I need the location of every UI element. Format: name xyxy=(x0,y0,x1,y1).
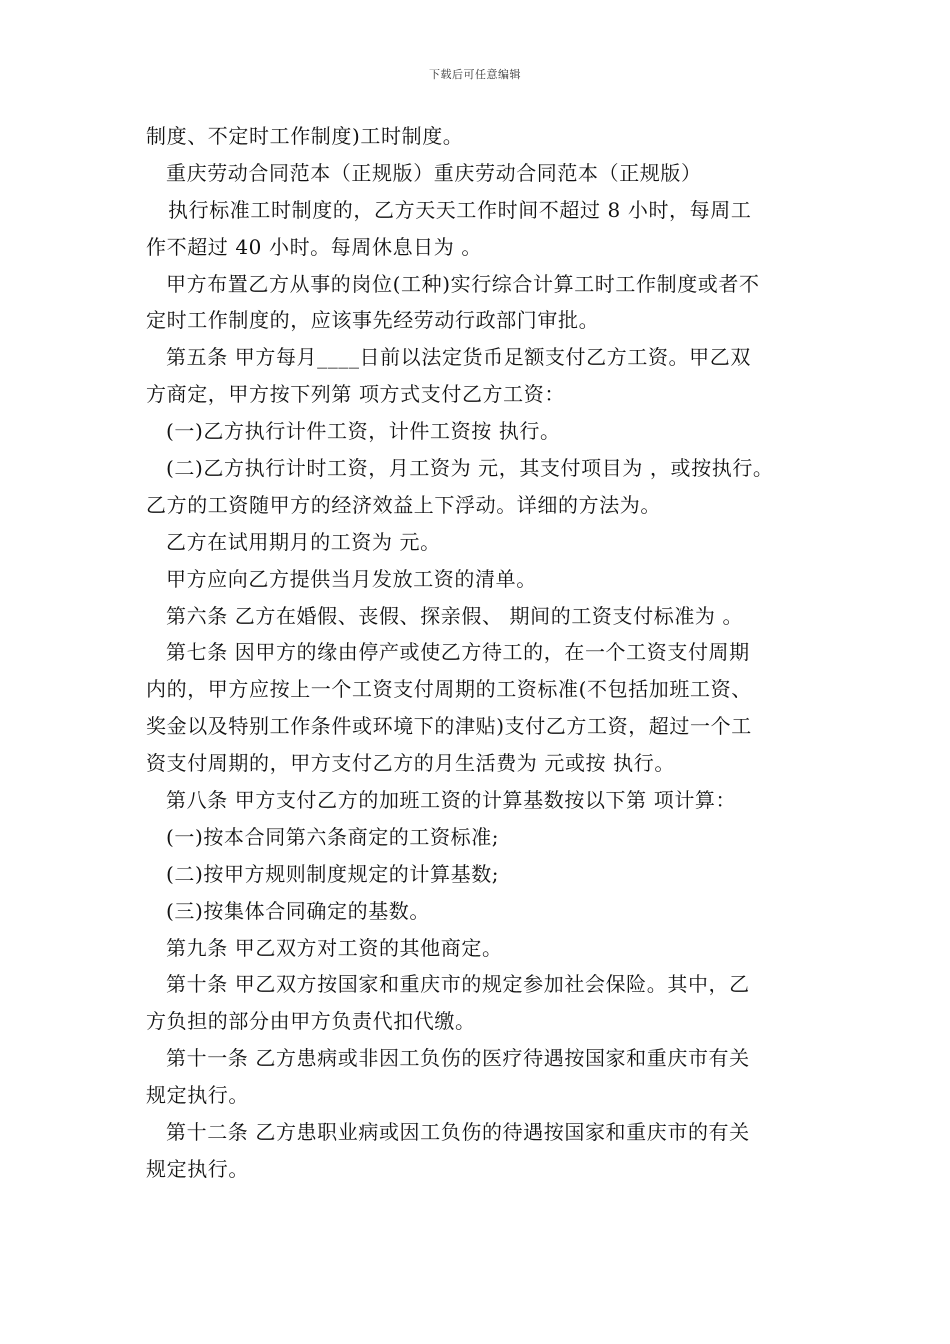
text-line: 第六条 乙方在婚假、丧假、探亲假、 期间的工资支付标准为 。 xyxy=(166,603,744,628)
text-line: 规定执行。 xyxy=(146,1156,249,1181)
text-line: 作不超过 40 小时。每周休息日为 。 xyxy=(146,234,482,259)
text-line: 定时工作制度的，应该事先经劳动行政部门审批。 xyxy=(146,308,600,333)
text-line: 第十条 甲乙双方按国家和重庆市的规定参加社会保险。其中，乙 xyxy=(166,972,750,997)
text-line: 重庆劳动合同范本（正规版）重庆劳动合同范本（正规版） xyxy=(166,160,702,185)
text-line: 第八条 甲方支付乙方的加班工资的计算基数按以下第 项计算： xyxy=(166,788,737,813)
text-line: 甲方布置乙方从事的岗位(工种)实行综合计算工时工作制度或者不 xyxy=(166,271,760,296)
text-line: 第五条 甲方每月____日前以法定货币足额支付乙方工资。甲乙双 xyxy=(166,345,751,370)
text-line: 方负担的部分由甲方负责代扣代缴。 xyxy=(146,1009,476,1034)
text-line: (一)按本合同第六条商定的工资标准; xyxy=(166,824,500,849)
text-line: 制度、不定时工作制度)工时制度。 xyxy=(146,124,464,148)
text-line: 资支付周期的，甲方支付乙方的月生活费为 元或按 执行。 xyxy=(146,751,675,776)
text-line: 方商定，甲方按下列第 项方式支付乙方工资： xyxy=(146,382,565,407)
text-line: 奖金以及特别工作条件或环境下的津贴)支付乙方工资，超过一个工 xyxy=(146,714,752,739)
text-line: 甲方应向乙方提供当月发放工资的清单。 xyxy=(166,566,537,591)
text-line: 第七条 因甲方的缘由停产或使乙方待工的，在一个工资支付周期 xyxy=(166,640,750,665)
text-line: (二)乙方执行计时工资，月工资为 元，其支付项目为 ，或按执行。 xyxy=(166,456,774,481)
text-line: 第九条 甲乙双方对工资的其他商定。 xyxy=(166,935,503,960)
document-body xyxy=(146,118,812,1188)
text-line: 内的，甲方应按上一个工资支付周期的工资标准(不包括加班工资、 xyxy=(146,677,752,702)
text-line: 执行标准工时制度的，乙方天天工作时间不超过 8 小时，每周工 xyxy=(168,197,752,222)
text-line: (二)按甲方规则制度规定的计算基数; xyxy=(166,861,500,886)
text-line: 第十二条 乙方患职业病或因工负伤的待遇按国家和重庆市的有关 xyxy=(166,1120,750,1145)
text-line: 乙方在试用期月的工资为 元。 xyxy=(166,529,441,554)
text-line: 第十一条 乙方患病或非因工负伤的医疗待遇按国家和重庆市有关 xyxy=(166,1046,750,1071)
text-line: (一)乙方执行计件工资，计件工资按 执行。 xyxy=(166,419,561,444)
text-line: (三)按集体合同确定的基数。 xyxy=(166,898,431,923)
text-line: 规定执行。 xyxy=(146,1083,249,1108)
text-line: 乙方的工资随甲方的经济效益上下浮动。详细的方法为。 xyxy=(146,492,661,517)
page-header: 下载后可任意编辑 xyxy=(429,68,521,81)
